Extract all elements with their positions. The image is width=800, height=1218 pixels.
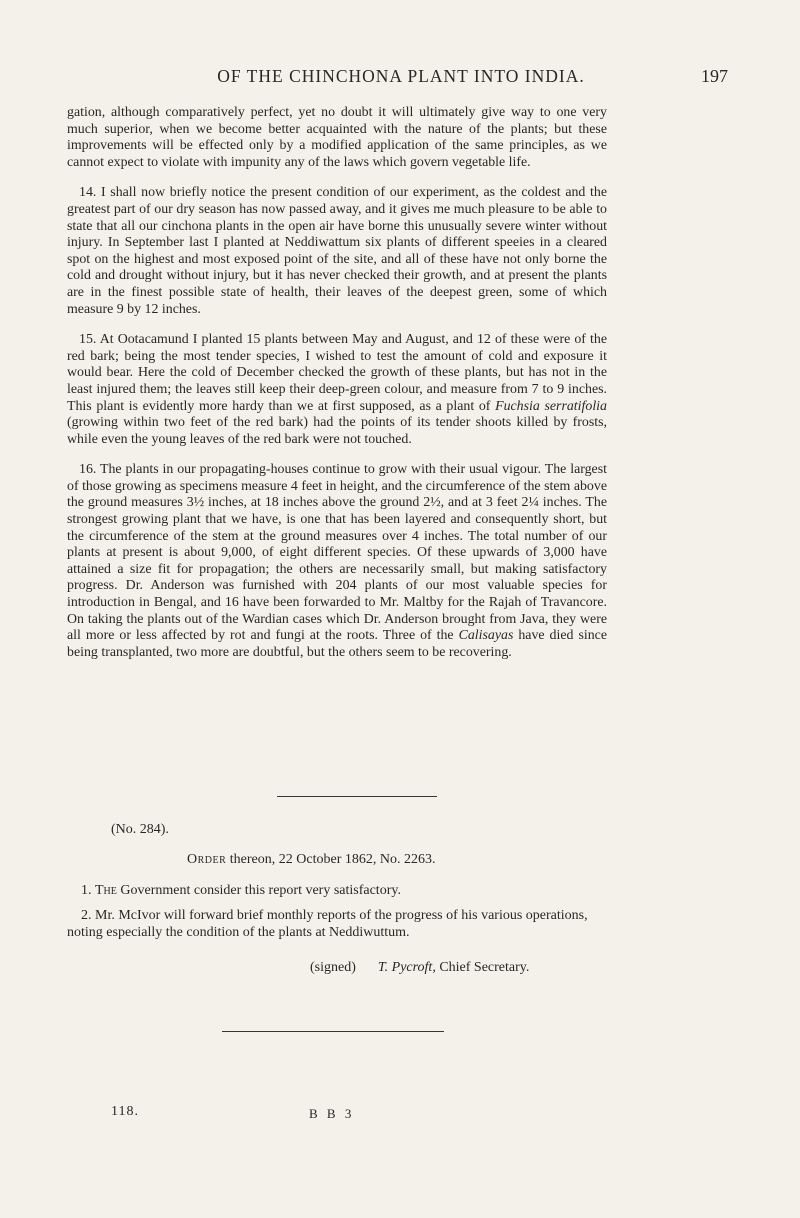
- order-item-number: 1.: [81, 883, 92, 898]
- species-name-calisayas: Calisayas: [458, 628, 514, 644]
- order-item-text: Government consider this report very satisfactory.: [116, 883, 401, 898]
- order-item-text: Mr. McIvor will forward brief monthly reports of the progress of his various operations, noting especially the condition of the plants at Neddiwuttum.: [67, 908, 588, 940]
- text-run: (growing within two feet of the red bark) had the points of its tender shoots killed by frosts, while even the young leaves of the red bark were not touched.: [67, 415, 607, 447]
- footer-left-number: 118.: [111, 1104, 139, 1119]
- text-run: The plants in our propagating-houses continue to grow with their usual vigour. The largest of those growing as specimens measure 4 feet in height, and the circumference of the stem above the ground measures 3½ inches, at 18 inches above the ground 2½, and at 3 feet 2¼ inches. The strongest growing plant that we have, is one that has been layered and consequently short, but the circumference of the stem at the ground measures over 4 inches. The total number of our plants at present is about 9,000, of eight different species. Of these upwards of 3,000 have attained a size fit for propagation; the others are necessarily small, but making satisfactory progress. Dr. Anderson was furnished with 204 plants of our most valuable species for introduction in Bengal, and 16 have been forwarded to Mr. Maltby for the Rajah of Travancore. On taking the plants out of the Wardian cases which Dr. Anderson brought from Java, they were all more or less affected by rot and fungi at the roots. Three of the: [67, 462, 607, 644]
- text-run: have died since being transplanted, two more are doubtful, but the others seem to be recovering.: [67, 628, 607, 660]
- paragraph-continuation: [67, 105, 607, 171]
- page-number: 197: [701, 66, 728, 86]
- signatory-title: Chief Secretary.: [435, 960, 530, 975]
- paragraph-15: [67, 332, 607, 448]
- order-items: [67, 882, 607, 941]
- text-run: I shall now briefly notice the present condition of our experiment, as the coldest and the greatest part of our dry season has now passed away, and it gives me much pleasure to be able to state that all our cinchona plants in the open air have borne this unusually severe winter without injury. In September last I planted at Neddiwattum six plants of different speeies in a cleared spot on the highest and most exposed point of the site, and all of these have not only borne the cold and drought without injury, but it has never checked their growth, and at present the plants are in the finest possible state of health, their leaves of the deepest green, some of which measure 9 by 12 inches.: [67, 185, 607, 317]
- signed-label: (signed): [310, 960, 356, 975]
- text-run: gation, although comparatively perfect, yet no doubt it will ultimately give way to one very much superior, when we become better acquainted with the nature of the plants; but these improvements will be effected only by a modified application of the same principles, as we cannot expect to violate with impunity any of the laws which govern vegetable life.: [67, 105, 607, 170]
- paragraph-number: 16.: [79, 462, 97, 478]
- running-title: OF THE CHINCHONA PLANT INTO INDIA.: [217, 66, 585, 86]
- running-header: [70, 66, 732, 90]
- order-heading-word: Order: [187, 852, 227, 867]
- body-text: [67, 105, 607, 661]
- section-divider: [277, 796, 437, 797]
- order-item-1: [67, 882, 607, 899]
- species-name-fuchsia: Fuchsia serratifolia: [495, 398, 607, 414]
- order-item-lead: The: [95, 883, 117, 898]
- paragraph-number: 15.: [79, 332, 97, 348]
- signatory-name: T. Pycroft,: [377, 960, 436, 975]
- closing-divider: [222, 1031, 444, 1032]
- paragraph-16: [67, 462, 607, 661]
- text-run: At Ootacamund I planted 15 plants between May and August, and 12 of these were of the red bark; being the most tender species, I wished to test the amount of cold and exposure it would bear. Here the cold of December checked the growth of these plants, but has not in the least injured them; the leaves still keep their deep-green colour, and measure from 7 to 9 inches. This plant is evidently more hardy than we at first supposed, as a plant of: [67, 332, 607, 414]
- document-number: (No. 284).: [111, 822, 169, 837]
- paragraph-14: [67, 185, 607, 318]
- order-item-number: 2.: [81, 908, 92, 923]
- signature-line: [310, 960, 529, 976]
- order-item-2: [67, 907, 607, 941]
- printer-signature-mark: B B 3: [309, 1106, 355, 1121]
- paragraph-number: 14.: [79, 185, 97, 201]
- order-heading-detail: thereon, 22 October 1862, No. 2263.: [226, 852, 436, 867]
- order-heading: [187, 852, 435, 868]
